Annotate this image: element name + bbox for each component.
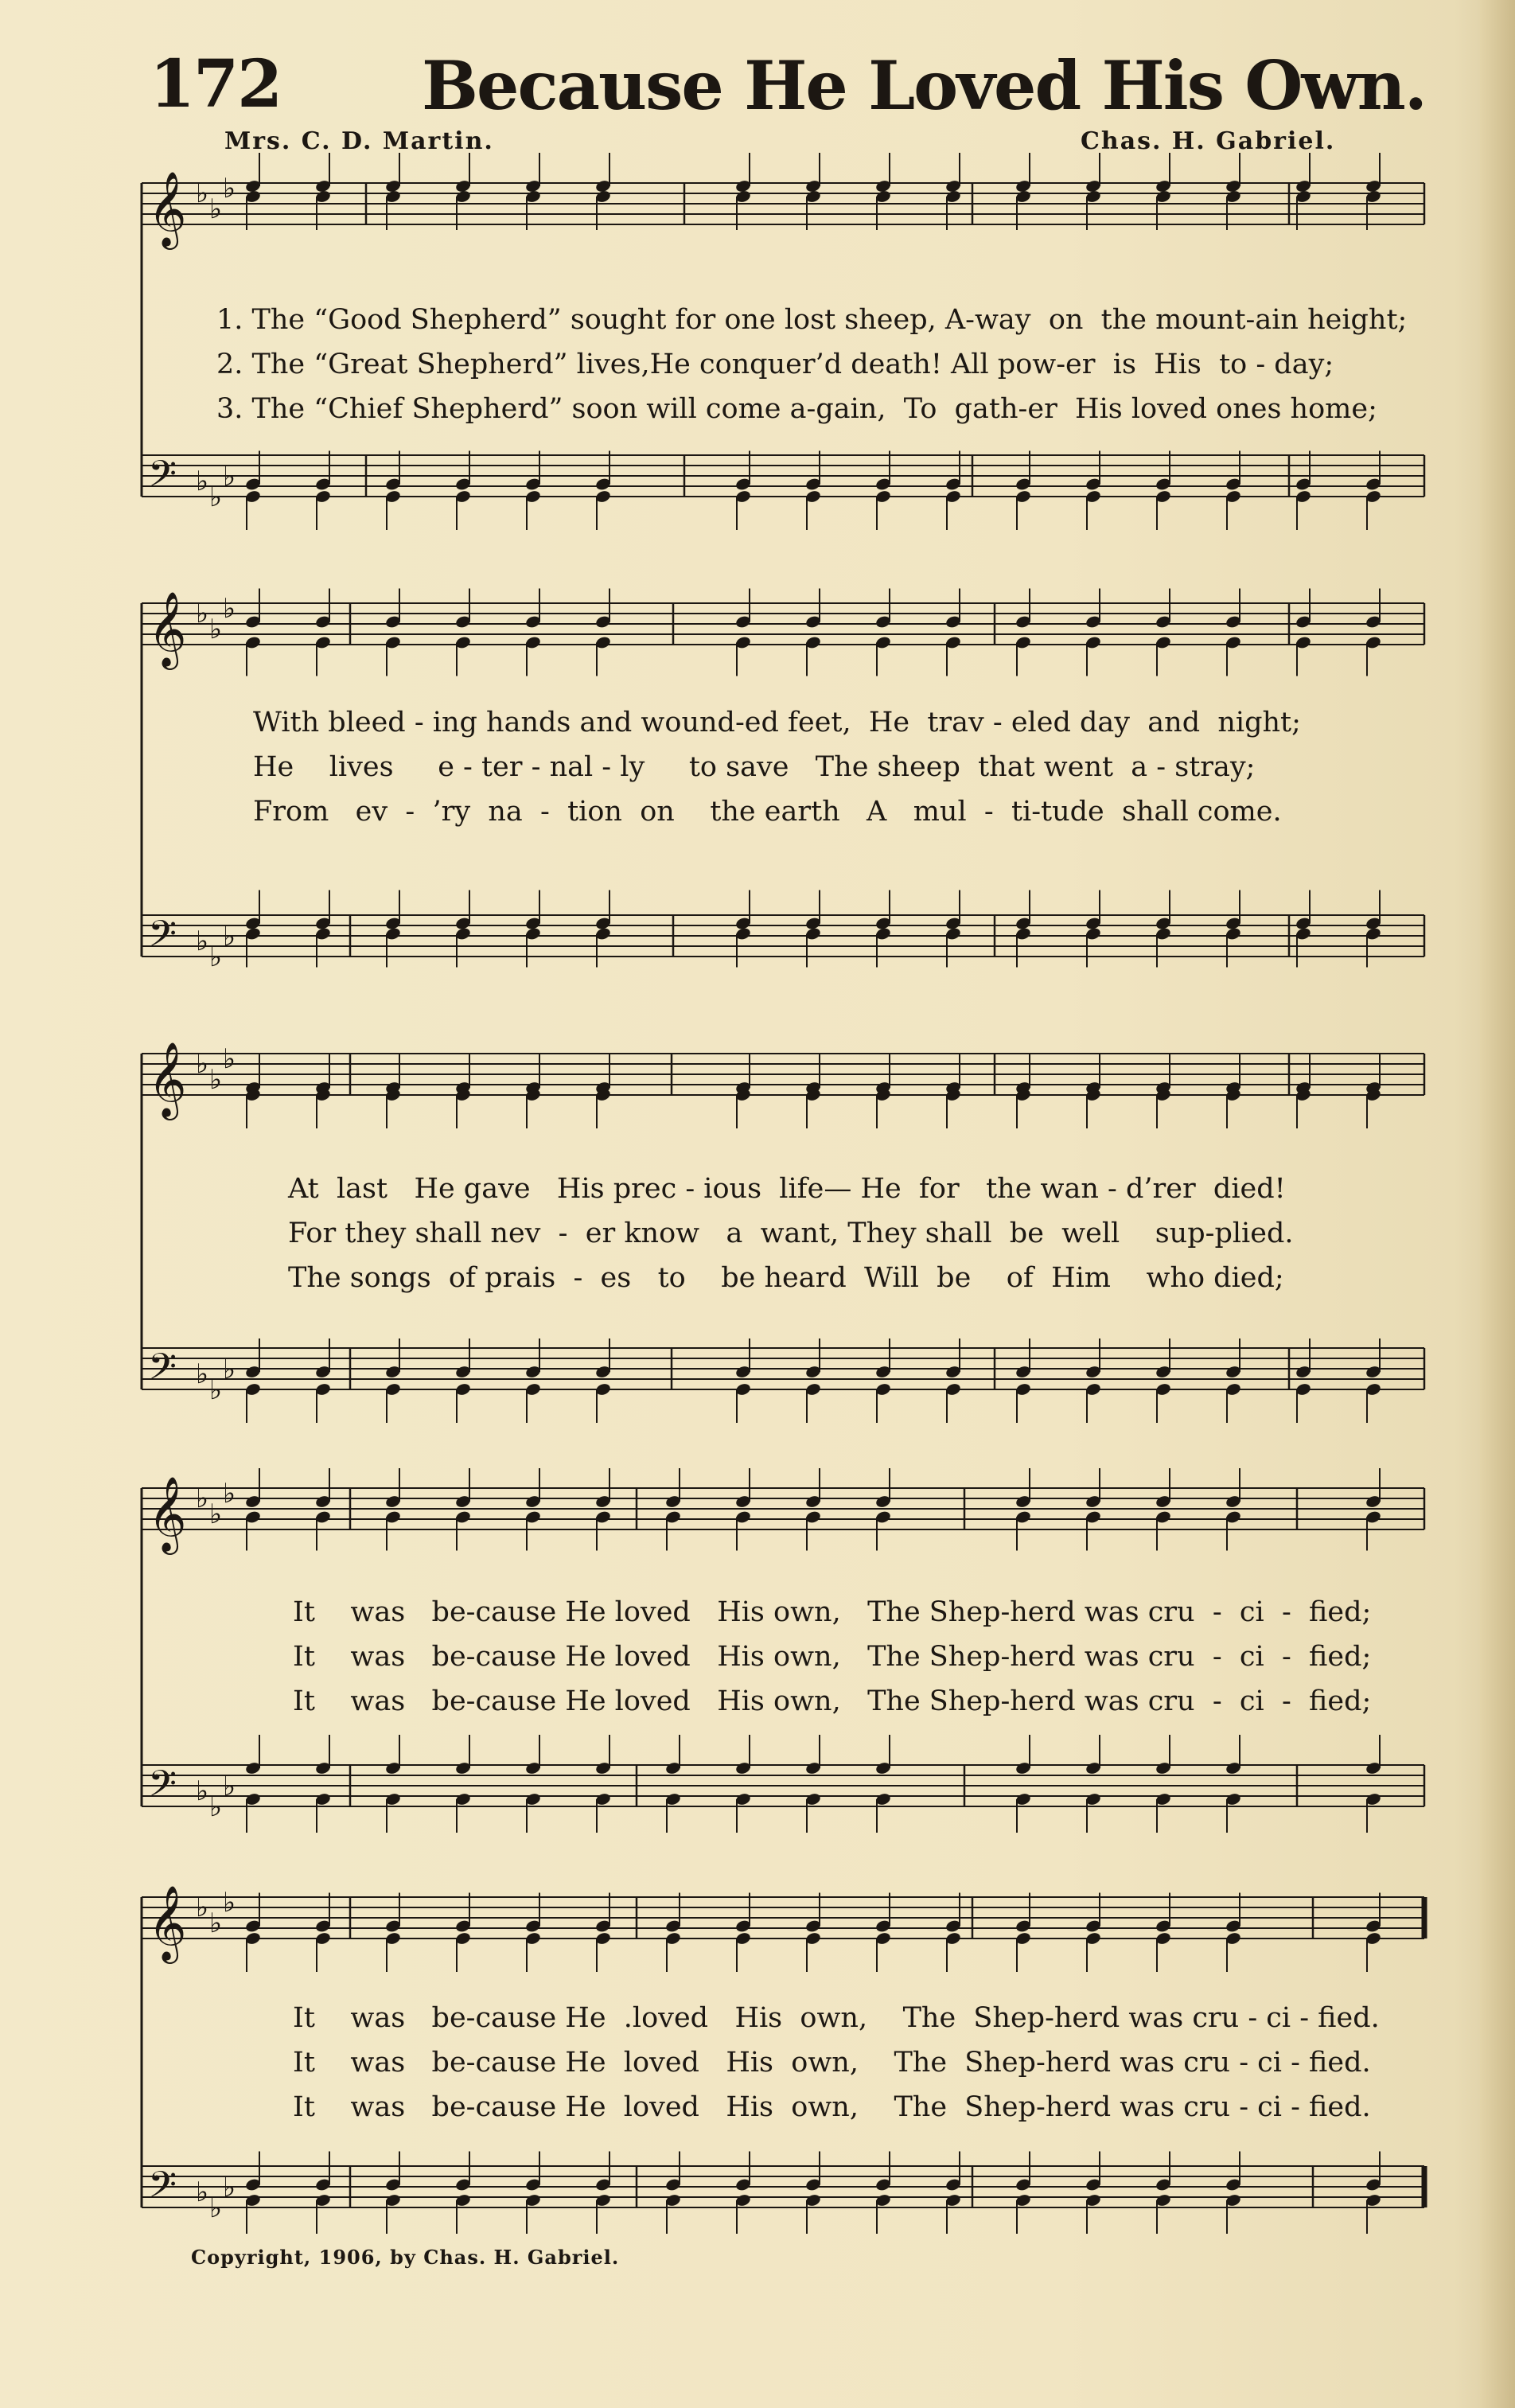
music-credit: Chas. H. Gabriel. xyxy=(1081,127,1336,155)
lyric-line: The songs of prais - es to be heard Will be of Him who died; xyxy=(288,1262,1284,1294)
flat-icon: ♭ xyxy=(223,2172,236,2203)
lyric-line: It was be-cause He loved His own, The Shep-herd was cru - ci - fied. xyxy=(293,2047,1371,2079)
flat-icon: ♭ xyxy=(209,614,223,645)
bass-clef-icon: 𝄢 xyxy=(148,913,177,964)
flat-icon: ♭ xyxy=(223,173,236,205)
treble-clef-icon: 𝄞 xyxy=(148,171,187,247)
lyric-line: With bleed - ing hands and wound-ed feet, He trav - eled day and night; xyxy=(253,707,1301,738)
flat-icon: ♭ xyxy=(209,2192,223,2224)
lyric-line: From ev - ’ry na - tion on the earth A mul - ti-tude shall come. xyxy=(253,796,1282,828)
words-credit: Mrs. C. D. Martin. xyxy=(224,127,494,155)
lyric-line: It was be-cause He loved His own, The Shep-herd was cru - ci - fied; xyxy=(293,1596,1372,1628)
flat-icon: ♭ xyxy=(209,1791,223,1823)
treble-clef-icon: 𝄞 xyxy=(148,1042,187,1117)
lyric-line: It was be-cause He loved His own, The Shep-herd was cru - ci - fied; xyxy=(293,1685,1372,1717)
flat-icon: ♭ xyxy=(196,177,209,209)
flat-icon: ♭ xyxy=(223,1043,236,1075)
flat-icon: ♭ xyxy=(223,461,236,493)
lyric-line: It was be-cause He .loved His own, The Shep-herd was cru - ci - fied. xyxy=(293,2002,1380,2034)
bass-clef-icon: 𝄢 xyxy=(148,1763,177,1814)
flat-icon: ♭ xyxy=(209,1064,223,1096)
flat-icon: ♭ xyxy=(209,481,223,513)
treble-clef-icon: 𝄞 xyxy=(148,1476,187,1552)
lyric-line: 2. The “Great Shepherd” lives,He conquer’d death! All pow-er is His to - day; xyxy=(216,349,1334,380)
treble-clef-icon: 𝄞 xyxy=(148,1885,187,1961)
flat-icon: ♭ xyxy=(196,925,209,957)
flat-icon: ♭ xyxy=(196,1775,209,1807)
flat-icon: ♭ xyxy=(209,1907,223,1939)
flat-icon: ♭ xyxy=(196,466,209,497)
lyric-line: For they shall nev - er know a want, They shall be well sup-plied. xyxy=(288,1218,1294,1249)
lyric-line: 3. The “Chief Shepherd” soon will come a-gain, To gath-er His loved ones home; xyxy=(216,393,1377,425)
flat-icon: ♭ xyxy=(196,598,209,629)
flat-icon: ♭ xyxy=(223,1354,236,1385)
hymn-title: Because He Loved His Own. xyxy=(422,46,1427,125)
flat-icon: ♭ xyxy=(196,1358,209,1390)
flat-icon: ♭ xyxy=(223,921,236,953)
flat-icon: ♭ xyxy=(223,1771,236,1802)
bass-clef-icon: 𝄢 xyxy=(148,2164,177,2215)
lyric-line: At last He gave His prec - ious life— He for the wan - d’rer died! xyxy=(288,1173,1286,1205)
treble-clef-icon: 𝄞 xyxy=(148,591,187,667)
flat-icon: ♭ xyxy=(223,1478,236,1510)
bass-clef-icon: 𝄢 xyxy=(148,453,177,505)
flat-icon: ♭ xyxy=(209,941,223,973)
lyric-line: He lives e - ter - nal - ly to save The sheep that went a - stray; xyxy=(253,751,1256,783)
flat-icon: ♭ xyxy=(196,1048,209,1080)
flat-icon: ♭ xyxy=(223,1887,236,1919)
flat-icon: ♭ xyxy=(196,1483,209,1514)
lyric-line: It was be-cause He loved His own, The Shep-herd was cru - ci - fied; xyxy=(293,1641,1372,1673)
copyright-notice: Copyright, 1906, by Chas. H. Gabriel. xyxy=(191,2246,620,2269)
flat-icon: ♭ xyxy=(196,1892,209,1923)
flat-icon: ♭ xyxy=(196,2176,209,2208)
flat-icon: ♭ xyxy=(223,593,236,625)
lyric-line: It was be-cause He loved His own, The Shep-herd was cru - ci - fied. xyxy=(293,2091,1371,2123)
bass-clef-icon: 𝄢 xyxy=(148,1346,177,1397)
hymn-number: 172 xyxy=(150,46,282,123)
flat-icon: ♭ xyxy=(209,193,223,225)
lyric-line: 1. The “Good Shepherd” sought for one lost sheep, A-way on the mount-ain height; xyxy=(216,304,1408,336)
flat-icon: ♭ xyxy=(209,1374,223,1406)
flat-icon: ♭ xyxy=(209,1498,223,1530)
